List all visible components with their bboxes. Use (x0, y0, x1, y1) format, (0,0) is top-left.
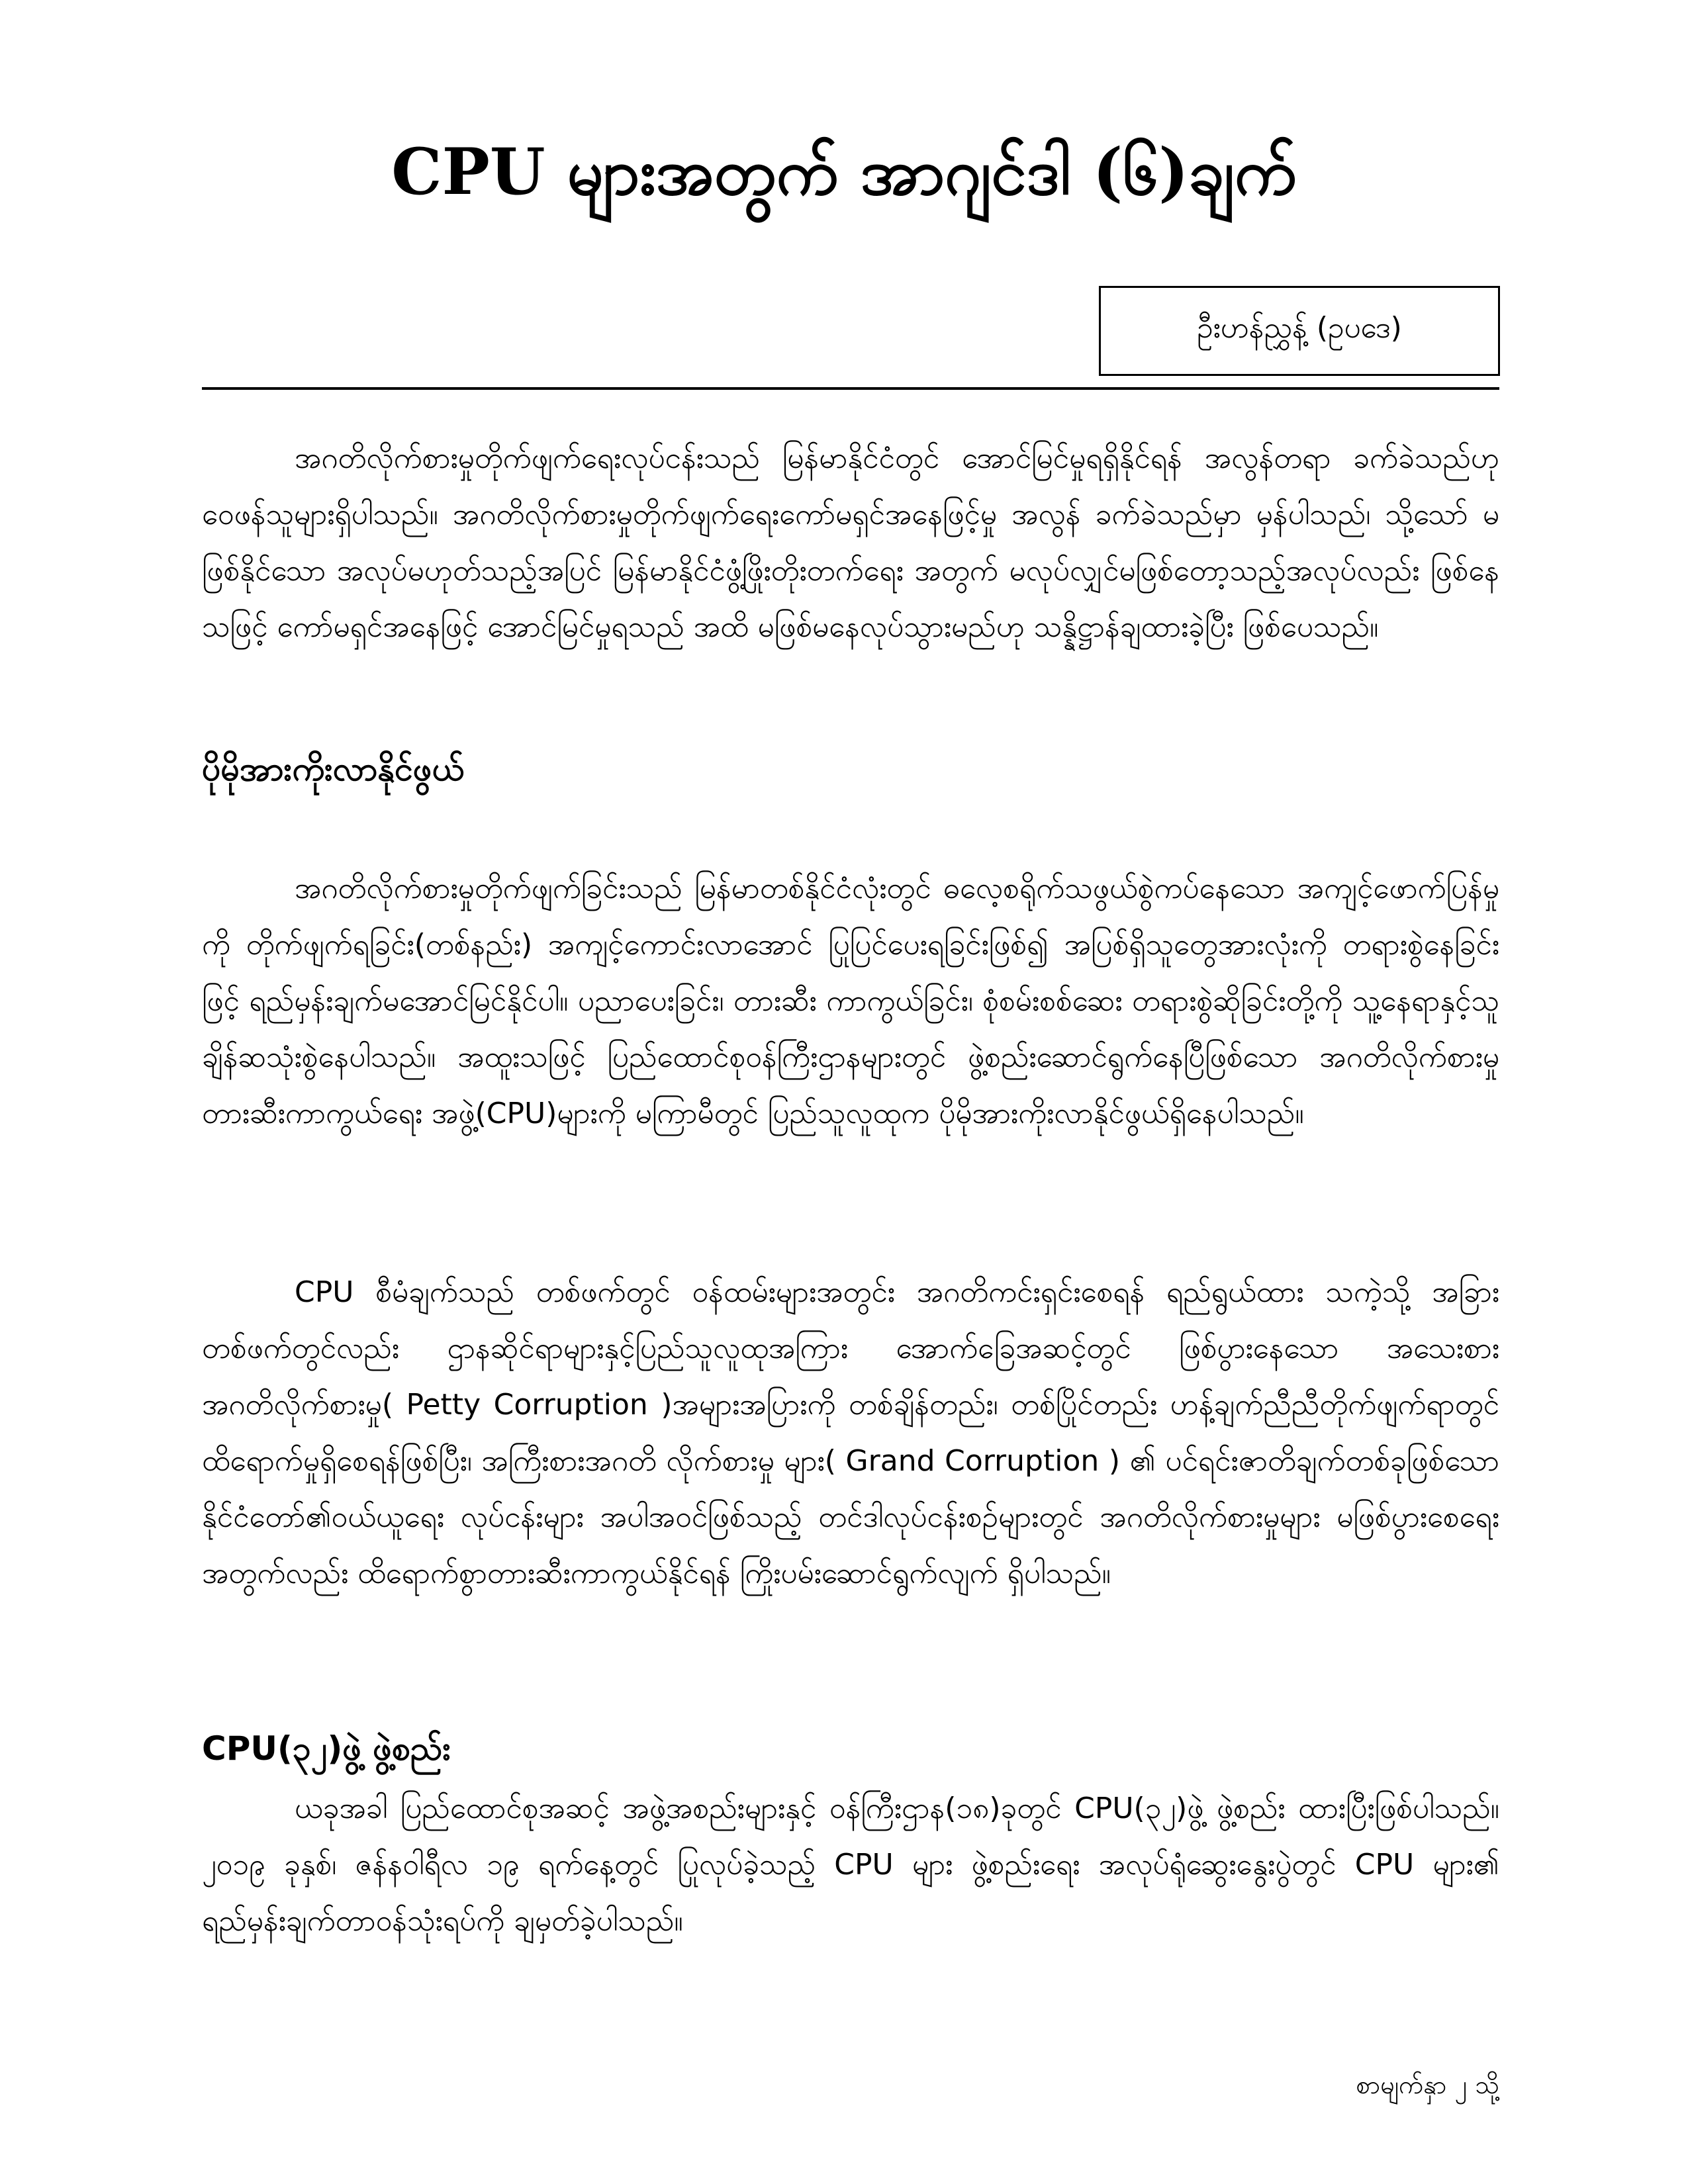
cpu-plan-section (202, 1264, 1499, 1602)
title-divider (202, 387, 1499, 390)
trust-section (202, 860, 1499, 1142)
heading-cpu-formation: CPU(၃၂)ဖွဲ့ ဖွဲ့စည်း (202, 1729, 451, 1768)
paragraph-intro: အဂတိလိုက်စားမှုတိုက်ဖျက်ရေးလုပ်ငန်းသည် မြန်မာနိုင်ငံတွင် အောင်မြင်မှုရရှိနိုင်ရန် အလွန်တရာ ခက်ခဲသည်ဟု ဝေဖန်သူများရှိပါသည်။ အဂတိလိုက်စားမှုတိုက်ဖျက်ရေးကော်မရှင်အနေဖြင့်မှု အလွန် ခက်ခဲသည်မှာ မှန်ပါသည်၊ သို့သော် မဖြစ်နိုင်သော အလုပ်မဟုတ်သည့်အပြင် မြန်မာနိုင်ငံဖွံ့ဖြိုးတိုးတက်ရေး အတွက် မလုပ်လျှင်မဖြစ်တော့သည့်အလုပ်လည်း ဖြစ်နေသဖြင့် ကော်မရှင်အနေဖြင့် အောင်မြင်မှုရသည် အထိ မဖြစ်မနေလုပ်သွားမည်ဟု သန္နိဋ္ဌာန်ချထားခဲ့ပြီး ဖြစ်ပေသည်။ (202, 441, 1499, 644)
section-heading-2 (202, 1721, 1499, 1777)
paragraph-cpu-trust: အဂတိလိုက်စားမှုတိုက်ဖျက်ခြင်းသည် မြန်မာတစ်နိုင်ငံလုံးတွင် ဓလေ့စရိုက်သဖွယ်စွဲကပ်နေသော အကျင့်ဖောက်ပြန်မှုကို တိုက်ဖျက်ရခြင်း(တစ်နည်း) အကျင့်ကောင်းလာအောင် ပြုပြင်ပေးရခြင်းဖြစ်၍ အပြစ်ရှိသူတွေအားလုံးကို တရားစွဲနေခြင်းဖြင့် ရည်မှန်းချက်မအောင်မြင်နိုင်ပါ။ ပညာပေးခြင်း၊ တားဆီး ကာကွယ်ခြင်း၊ စုံစမ်းစစ်ဆေး တရားစွဲဆိုခြင်းတို့ကို သူ့နေရာနှင့်သူ ချိန်ဆသုံးစွဲနေပါသည်။ အထူးသဖြင့် ပြည်ထောင်စုဝန်ကြီးဌာနများတွင် ဖွဲ့စည်းဆောင်ရွက်နေပြီဖြစ်သော အဂတိလိုက်စားမှု တားဆီးကာကွယ်ရေး အဖွဲ့(CPU)များကို မကြာမီတွင် ပြည်သူလူထုက ပိုမိုအားကိုးလာနိုင်ဖွယ်ရှိနေပါသည်။ (202, 872, 1499, 1130)
section-heading-1 (202, 741, 1499, 797)
paragraph-cpu-plan: CPU စီမံချက်သည် တစ်ဖက်တွင် ဝန်ထမ်းများအတွင်း အဂတိကင်းရှင်းစေရန် ရည်ရွယ်ထား သကဲ့သို့ အခြားတစ်ဖက်တွင်လည်း ဌာနဆိုင်ရာများနှင့်ပြည်သူလူထုအကြား အောက်ခြေအဆင့်တွင် ဖြစ်ပွားနေသော အသေးစားအဂတိလိုက်စားမှု( Petty Corruption )အများအပြားကို တစ်ချိန်တည်း၊ တစ်ပြိုင်တည်း ဟန့်ချက်ညီညီတိုက်ဖျက်ရာတွင် ထိရောက်မှုရှိစေရန်ဖြစ်ပြီး၊ အကြီးစားအဂတိ လိုက်စားမှု များ( Grand Corruption ) ၏ ပင်ရင်းဇာတိချက်တစ်ခုဖြစ်သော နိုင်ငံတော်၏ဝယ်ယူရေး လုပ်ငန်းများ အပါအဝင်ဖြစ်သည့် တင်ဒါလုပ်ငန်းစဉ်များတွင် အဂတိလိုက်စားမှုများ မဖြစ်ပွားစေရေးအတွက်လည်း ထိရောက်စွာတားဆီးကာကွယ်နိုင်ရန် ကြိုးပမ်းဆောင်ရွက်လျက် ရှိပါသည်။ (202, 1275, 1499, 1590)
paragraph-cpu-formation: ယခုအခါ ပြည်ထောင်စုအဆင့် အဖွဲ့အစည်းများနှင့် ဝန်ကြီးဌာန(၁၈)ခုတွင် CPU(၃၂)ဖွဲ့ ဖွဲ့စည်း ထားပြီးဖြစ်ပါသည်။ ၂၀၁၉ ခုနှစ်၊ ဇန်နဝါရီလ ၁၉ ရက်နေ့တွင် ပြုလုပ်ခဲ့သည့် CPU များ ဖွဲ့စည်းရေး အလုပ်ရုံဆွေးနွေးပွဲတွင် CPU များ၏ ရည်မှန်းချက်တာဝန်သုံးရပ်ကို ချမှတ်ခဲ့ပါသည်။ (202, 1792, 1499, 1938)
heading-more-trust: ပိုမိုအားကိုးလာနိုင်ဖွယ် (202, 750, 464, 788)
intro-section (202, 430, 1499, 655)
formation-section (202, 1780, 1499, 1949)
page-title: CPU များအတွက် အာဂျင်ဒါ (၆)ချက် (391, 134, 1297, 209)
continued-note: စာမျက်နှာ ၂ သို့ (1356, 2070, 1499, 2099)
author-box (1099, 286, 1500, 376)
author-name: ဦးဟန်ညွှန့် (ဥပဒေ) (1197, 311, 1402, 345)
